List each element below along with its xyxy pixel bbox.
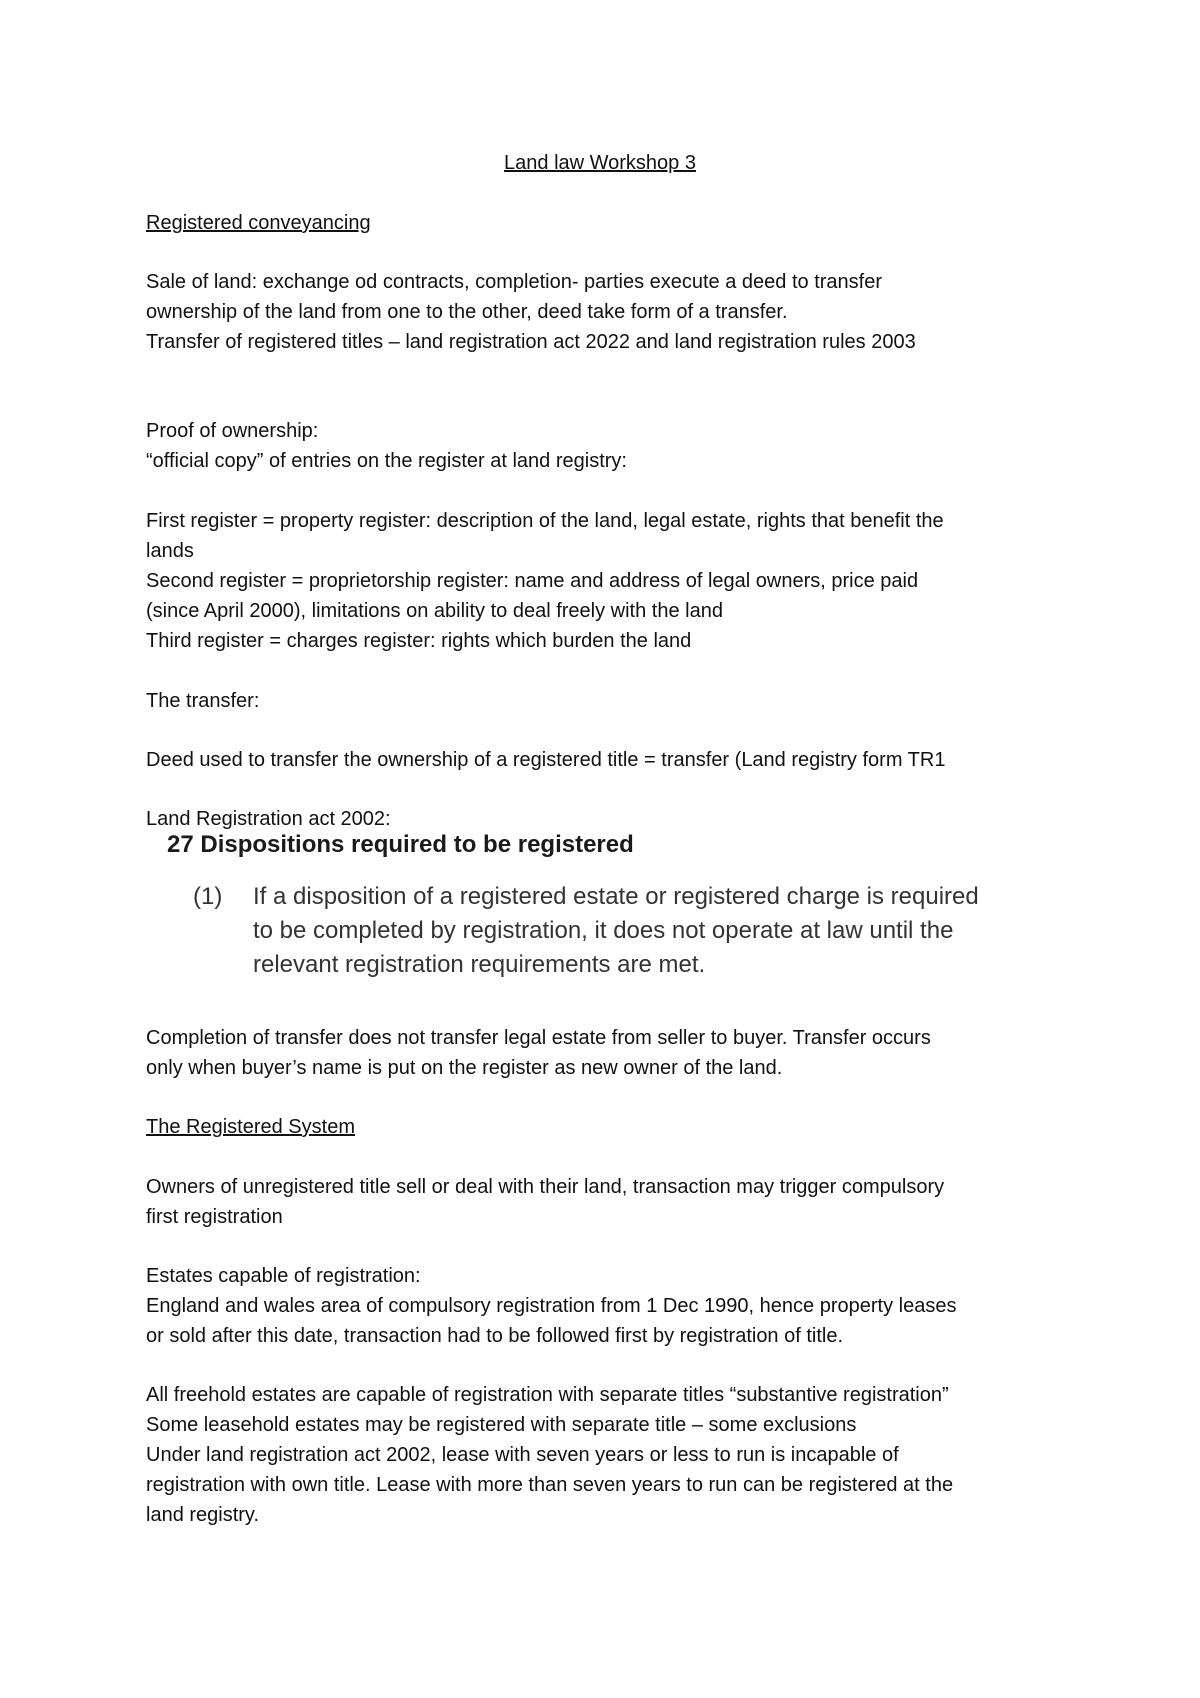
deed-line: Deed used to transfer the ownership of a registered title = transfer (Land registry form TR1 xyxy=(146,749,946,771)
excerpt-line-1: If a disposition of a registered estate or registered charge is required xyxy=(253,883,979,910)
excerpt-line-3: relevant registration requirements are met. xyxy=(253,951,706,978)
completion-line-2: only when buyer’s name is put on the register as new owner of the land. xyxy=(146,1057,783,1079)
freehold-line-1: All freehold estates are capable of registration with separate titles “substantive registration” xyxy=(146,1384,949,1406)
sale-of-land-line-1: Sale of land: exchange od contracts, completion- parties execute a deed to transfer xyxy=(146,271,882,293)
estates-line-1: Estates capable of registration: xyxy=(146,1265,421,1287)
excerpt-line-2: to be completed by registration, it does not operate at law until the xyxy=(253,917,954,944)
sale-of-land-line-3: Transfer of registered titles – land registration act 2022 and land registration rules 2003 xyxy=(146,331,916,353)
freehold-line-3: Under land registration act 2002, lease with seven years or less to run is incapable of xyxy=(146,1444,899,1466)
second-register-line-1: Second register = proprietorship register: name and address of legal owners, price paid xyxy=(146,570,919,592)
proof-of-ownership-line-2: “official copy” of entries on the register at land registry: xyxy=(146,450,627,472)
freehold-line-4: registration with own title. Lease with more than seven years to run can be registered at the xyxy=(146,1474,954,1496)
document-title: Land law Workshop 3 xyxy=(504,152,696,174)
excerpt-body xyxy=(253,880,1043,982)
heading-registered-conveyancing: Registered conveyancing xyxy=(146,212,371,234)
lra-label: Land Registration act 2002: xyxy=(146,808,391,830)
freehold-line-5: land registry. xyxy=(146,1504,260,1526)
second-register-line-2: (since April 2000), limitations on ability to deal freely with the land xyxy=(146,600,723,622)
third-register-line: Third register = charges register: rights which burden the land xyxy=(146,630,692,652)
transfer-heading: The transfer: xyxy=(146,690,260,712)
first-register-line-1: First register = property register: description of the land, legal estate, rights that benefit the xyxy=(146,510,944,532)
sale-of-land-line-2: ownership of the land from one to the other, deed take form of a transfer. xyxy=(146,301,788,323)
owners-line-2: first registration xyxy=(146,1206,283,1228)
completion-line-1: Completion of transfer does not transfer legal estate from seller to buyer. Transfer occurs xyxy=(146,1027,931,1049)
heading-registered-system: The Registered System xyxy=(146,1116,355,1138)
excerpt-subsection-number: (1) xyxy=(193,883,223,910)
freehold-line-2: Some leasehold estates may be registered with separate title – some exclusions xyxy=(146,1414,857,1436)
proof-of-ownership-line-1: Proof of ownership: xyxy=(146,420,319,442)
estates-line-2: England and wales area of compulsory registration from 1 Dec 1990, hence property leases xyxy=(146,1295,957,1317)
excerpt-section-heading: 27 Dispositions required to be registered xyxy=(167,831,634,858)
first-register-line-2: lands xyxy=(146,540,194,562)
owners-line-1: Owners of unregistered title sell or deal with their land, transaction may trigger compulsory xyxy=(146,1176,945,1198)
estates-line-3: or sold after this date, transaction had to be followed first by registration of title. xyxy=(146,1325,844,1347)
